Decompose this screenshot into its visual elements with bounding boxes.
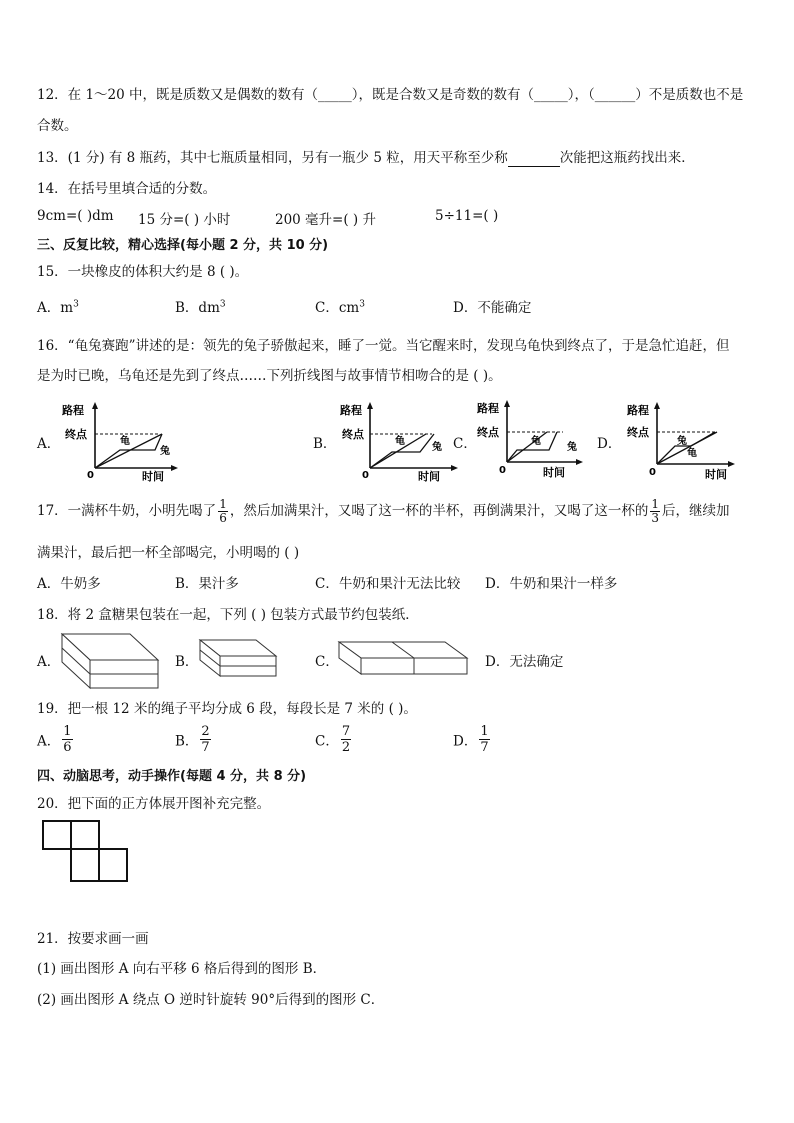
graph-x-label: 时间 [142, 470, 164, 483]
q15-stem: 15．一块橡皮的体积大约是 8 ( )。 [37, 264, 249, 280]
q15-option-a: A．$m^3$ [37, 299, 79, 316]
graph-turtle-label: 龟 [120, 436, 130, 447]
q13-blank [508, 150, 560, 167]
q18-box-c [337, 640, 469, 676]
q14-item: 9cm=( )dm [37, 208, 114, 224]
q14-item: 200 毫升=( ) 升 [275, 212, 376, 228]
graph-origin: 0 [649, 467, 656, 478]
q18-stem: 18．将 2 盒糖果包装在一起，下列 ( ) 包装方式最节约包装纸． [37, 607, 419, 623]
q18-option-d: D．无法确定 [485, 654, 564, 670]
q17-fraction-1: $\frac{1}{6}$ [219, 497, 227, 525]
q13-text [37, 146, 695, 167]
graph-finish-label: 终点 [627, 426, 649, 439]
graph-x-label: 时间 [543, 466, 565, 479]
q21-stem: 21．按要求画一画 [37, 931, 149, 947]
q17-option-c: C．牛奶和果汁无法比较 [315, 576, 461, 592]
q21-part1: (1) 画出图形 A 向右平移 6 格后得到的图形 B． [37, 961, 327, 977]
q18-option-b: B． [175, 654, 199, 670]
q14-stem: 14．在括号里填合适的分数。 [37, 181, 217, 197]
q14-item: 5÷11=( ) [435, 208, 499, 224]
q19-option-a: A． $\frac{1}{6}$ [37, 724, 72, 755]
q18-option-a: A． [37, 654, 61, 670]
q16-line2: 是为时已晚，乌龟还是先到了终点……下列折线图与故事情节相吻合的是 ( )。 [37, 368, 502, 384]
graph-finish-label: 终点 [477, 426, 499, 439]
graph-rabbit-label: 兔 [567, 442, 577, 453]
q17-fraction-2: $\frac{1}{3}$ [651, 497, 659, 525]
graph-rabbit-label: 兔 [677, 436, 687, 447]
q19-option-b: B． $\frac{2}{7}$ [175, 724, 210, 755]
q16-graph-a [60, 400, 180, 483]
q16-option-c: C． [453, 436, 477, 452]
q17-line2: 满果汁，最后把一杯全部喝完，小明喝的 ( ) [37, 545, 300, 561]
graph-finish-label: 终点 [342, 428, 364, 441]
q14-item: 15 分=( ) 小时 [138, 212, 231, 228]
graph-y-label: 路程 [627, 404, 649, 417]
q13-before: 13．(1 分) 有 8 瓶药，其中七瓶质量相同，另有一瓶少 5 粒，用天平称至少称 [37, 150, 508, 166]
q17-line1: 17．一满杯牛奶，小明先喝了 $\frac{1}{6}$ ，然后加满果汁，又喝了这一杯的半杯，再倒满果汁，又喝了这一杯的 $\frac{1}{3}$ 后，继续加 [37, 497, 730, 525]
graph-x-label: 时间 [705, 468, 727, 481]
q15-option-b: B．$dm^3$ [175, 299, 226, 316]
graph-rabbit-label: 兔 [160, 446, 170, 457]
graph-rabbit-label: 兔 [432, 442, 442, 453]
q16-line1: 16．“龟兔赛跑”讲述的是：领先的兔子骄傲起来，睡了一觉。当它醒来时，发现乌龟快到终点了，于是急忙追赶，但 [37, 338, 730, 354]
q16-graph-b [340, 400, 460, 483]
graph-turtle-label: 龟 [531, 436, 541, 447]
q18-option-c: C． [315, 654, 339, 670]
q16-graph-d [625, 400, 740, 480]
q12-line1: 12．在 1～20 中，既是质数又是偶数的数有（_____），既是合数又是奇数的数有（_____），（______）不是质数也不是 [37, 87, 744, 103]
graph-origin: 0 [499, 465, 506, 476]
q13-after: 次能把这瓶药找出来． [559, 150, 695, 166]
q15-option-c: C．$cm^3$ [315, 299, 365, 316]
graph-y-label: 路程 [62, 404, 84, 417]
q21-part2: (2) 画出图形 A 绕点 O 逆时针旋转 90°后得到的图形 C． [37, 992, 385, 1008]
q16-option-b: B． [313, 436, 337, 452]
q16-option-a: A． [37, 436, 61, 452]
graph-origin: 0 [362, 470, 369, 481]
graph-x-label: 时间 [418, 470, 440, 483]
graph-y-label: 路程 [477, 402, 499, 415]
q15-option-d: D．不能确定 [453, 300, 532, 316]
q19-option-c: C． $\frac{7}{2}$ [315, 724, 351, 755]
graph-turtle-label: 龟 [687, 448, 697, 459]
graph-origin: 0 [87, 470, 94, 481]
section4-heading: 四、动脑思考，动手操作(每题 4 分，共 8 分) [37, 769, 307, 784]
q12-line2: 合数。 [37, 118, 78, 134]
q18-box-b [198, 638, 278, 680]
section3-heading: 三、反复比较，精心选择(每小题 2 分，共 10 分) [37, 238, 329, 253]
q19-option-d: D． $\frac{1}{7}$ [453, 724, 489, 755]
q17-option-b: B．果汁多 [175, 576, 239, 592]
q20-stem: 20．把下面的正方体展开图补充完整。 [37, 796, 271, 812]
q18-box-a [60, 632, 160, 690]
q16-graph-c [477, 398, 587, 478]
q19-stem: 19．把一根 12 米的绳子平均分成 6 段，每段长是 7 米的 ( )。 [37, 701, 417, 717]
graph-y-label: 路程 [340, 404, 362, 417]
q20-cube-net [42, 820, 132, 882]
q17-option-a: A．牛奶多 [37, 576, 101, 592]
graph-turtle-label: 龟 [395, 436, 405, 447]
q17-option-d: D．牛奶和果汁一样多 [485, 576, 618, 592]
graph-finish-label: 终点 [65, 428, 87, 441]
q16-option-d: D． [597, 436, 622, 452]
